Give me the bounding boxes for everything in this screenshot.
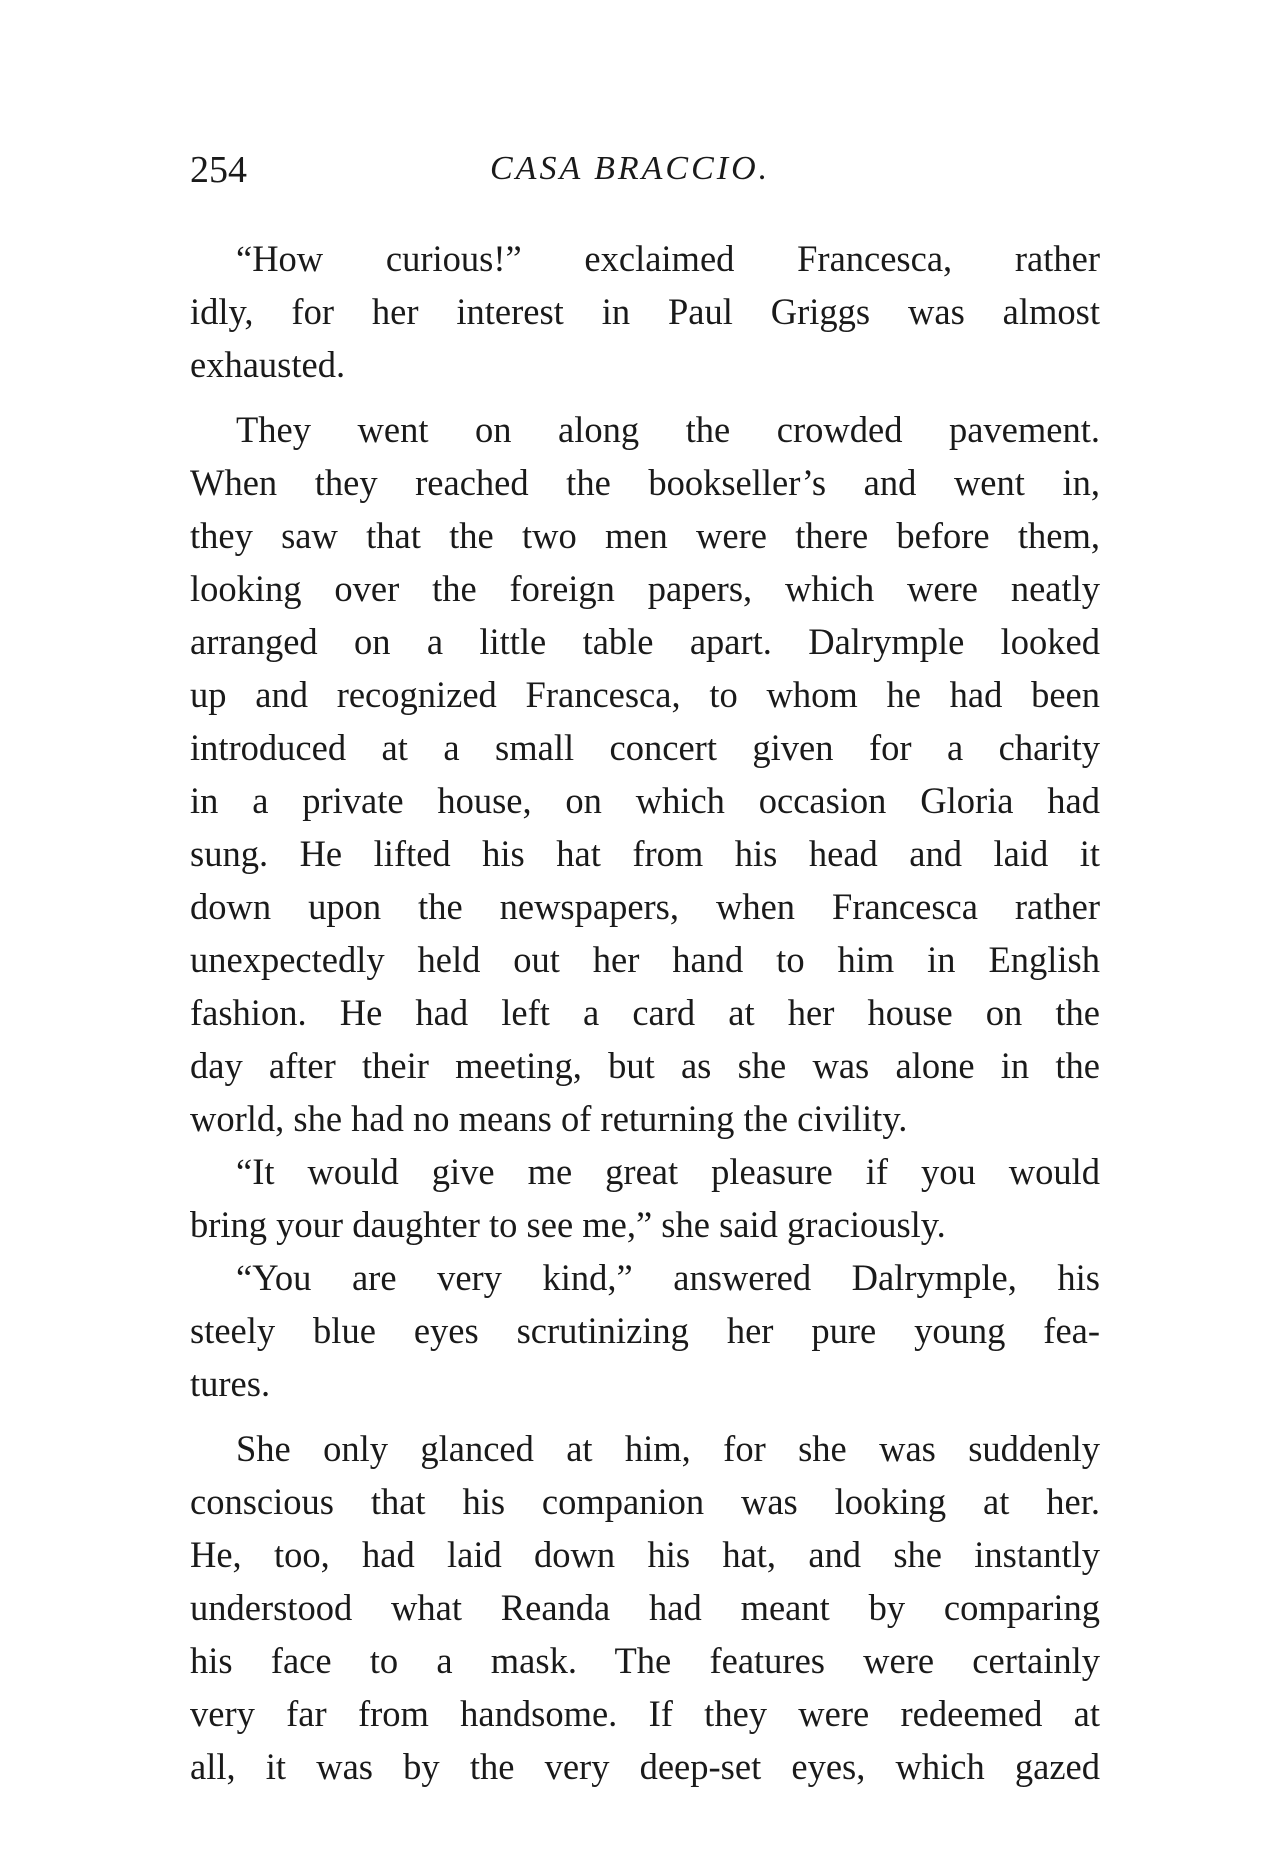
text-line: “You are very kind,” answered Dalrymple, his <box>236 1257 1100 1298</box>
text-line: arranged on a little table apart. Dalrymple looked <box>190 621 1100 662</box>
paragraph <box>190 403 1100 1145</box>
text-line: day after their meeting, but as she was alone in the <box>190 1045 1100 1086</box>
text-line: She only glanced at him, for she was suddenly <box>236 1428 1100 1469</box>
body-text <box>190 232 1100 1793</box>
text-line: exhausted. <box>190 344 346 385</box>
text-line: world, she had no means of returning the civility. <box>190 1098 908 1139</box>
text-line: conscious that his companion was looking at her. <box>190 1481 1100 1522</box>
text-line: “How curious!” exclaimed Francesca, rather <box>236 238 1100 279</box>
text-line: He, too, had laid down his hat, and she instantly <box>190 1534 1100 1575</box>
text-line: down upon the newspapers, when Francesca rather <box>190 886 1100 927</box>
text-line: they saw that the two men were there before them, <box>190 515 1100 556</box>
text-line: understood what Reanda had meant by comparing <box>190 1587 1100 1628</box>
text-line: bring your daughter to see me,” she said graciously. <box>190 1204 946 1245</box>
paragraph <box>190 1422 1100 1793</box>
text-line: “It would give me great pleasure if you would <box>236 1151 1100 1192</box>
paragraph <box>190 1251 1100 1410</box>
text-line: unexpectedly held out her hand to him in English <box>190 939 1100 980</box>
text-line: tures. <box>190 1363 271 1404</box>
text-line: idly, for her interest in Paul Griggs was almost <box>190 291 1100 332</box>
paragraph <box>190 232 1100 391</box>
text-line: When they reached the bookseller’s and went in, <box>190 462 1100 503</box>
text-line: fashion. He had left a card at her house on the <box>190 992 1100 1033</box>
text-line: all, it was by the very deep-set eyes, which gazed <box>190 1746 1100 1787</box>
text-line: introduced at a small concert given for a charity <box>190 727 1100 768</box>
page-header <box>190 148 1100 198</box>
text-line: in a private house, on which occasion Gloria had <box>190 780 1100 821</box>
page-number: 254 <box>190 149 247 191</box>
text-line: up and recognized Francesca, to whom he had been <box>190 674 1100 715</box>
text-line: They went on along the crowded pavement. <box>236 409 1100 450</box>
text-line: very far from handsome. If they were redeemed at <box>190 1693 1100 1734</box>
running-title: CASA BRACCIO. <box>490 150 771 187</box>
text-line: steely blue eyes scrutinizing her pure young fea- <box>190 1310 1100 1351</box>
text-line: sung. He lifted his hat from his head and laid it <box>190 833 1100 874</box>
text-line: his face to a mask. The features were certainly <box>190 1640 1100 1681</box>
text-line: looking over the foreign papers, which were neatly <box>190 568 1100 609</box>
paragraph <box>190 1145 1100 1251</box>
